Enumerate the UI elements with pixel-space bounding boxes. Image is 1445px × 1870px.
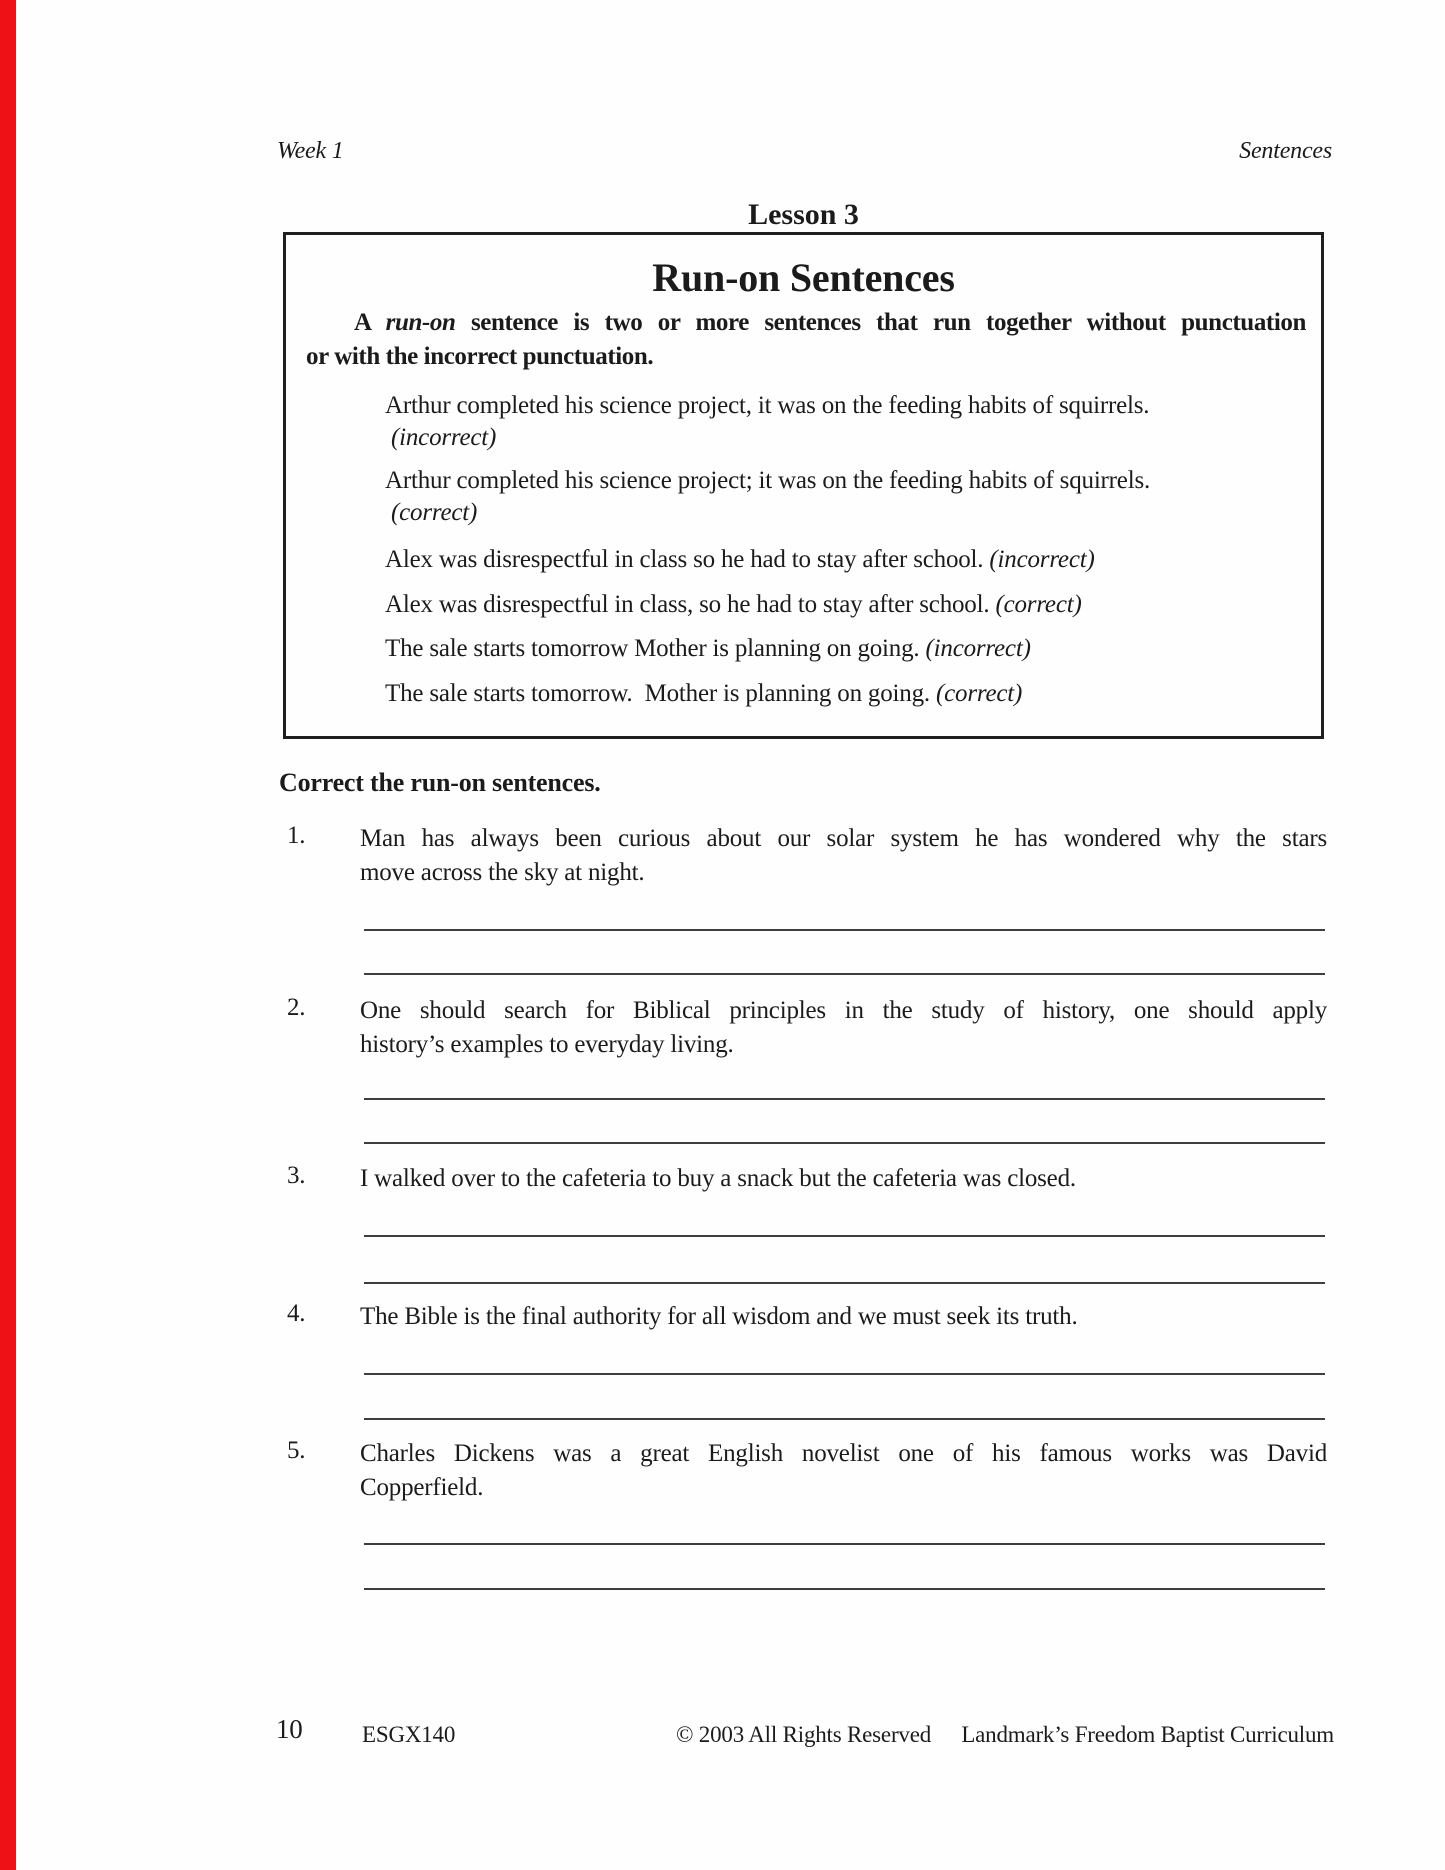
- item-number: 1.: [287, 822, 306, 849]
- example-verdict: (correct): [391, 499, 478, 526]
- example-verdict: (incorrect): [391, 424, 497, 451]
- answer-line: [364, 1142, 1325, 1144]
- item-sentence-line: Charles Dickens was a great English novelist one of his famous works was David: [360, 1440, 1327, 1467]
- item-sentence-line: move across the sky at night.: [360, 859, 645, 886]
- item-sentence: [360, 994, 1327, 1062]
- rule-definition-line1: [306, 306, 1306, 340]
- example-sentence: Alex was disrespectful in class so he had to stay after school. (incorrect): [385, 546, 1095, 573]
- item-sentence-line: Man has always been curious about our solar system he has wondered why the stars: [360, 825, 1327, 852]
- rule-box-title: Run-on Sentences: [652, 255, 955, 300]
- item-number: 5.: [287, 1437, 306, 1464]
- example-sentence: The sale starts tomorrow Mother is planning on going. (incorrect): [385, 635, 1031, 662]
- item-number: 2.: [287, 994, 306, 1021]
- rule-definition: [306, 306, 1306, 374]
- item-sentence: [360, 1437, 1327, 1505]
- rule-definition-line2: or with the incorrect punctuation.: [306, 343, 654, 370]
- item-sentence: [360, 1300, 1327, 1334]
- example-verdict-line: [391, 497, 1341, 529]
- rule-def-term: run-on: [385, 309, 456, 336]
- footer-course-code: ESGX140: [362, 1722, 456, 1747]
- answer-line: [364, 1418, 1325, 1420]
- item-number: 3.: [287, 1162, 306, 1189]
- item-sentence: [360, 1162, 1327, 1196]
- example-sentence: Arthur completed his science project, it was on the feeding habits of squirrels.: [385, 392, 1150, 419]
- answer-line: [364, 1373, 1325, 1375]
- lesson-title: Lesson 3: [748, 198, 859, 231]
- item-sentence-line: One should search for Biblical principles in the study of history, one should apply: [360, 997, 1327, 1024]
- header-section-label: Sentences: [1239, 138, 1332, 164]
- answer-line: [364, 1098, 1325, 1100]
- example-sentence: Arthur completed his science project; it was on the feeding habits of squirrels.: [385, 467, 1151, 494]
- item-sentence-line: Copperfield.: [360, 1474, 484, 1501]
- example-sentence: The sale starts tomorrow. Mother is planning on going. (correct): [385, 680, 1023, 707]
- example-verdict: (incorrect): [989, 546, 1095, 573]
- item-sentence: [360, 822, 1327, 890]
- example-sentence: Alex was disrespectful in class, so he had to stay after school. (correct): [385, 591, 1082, 618]
- rule-box: [283, 232, 1324, 739]
- item-sentence-line: history’s examples to everyday living.: [360, 1031, 734, 1058]
- answer-line: [364, 973, 1325, 975]
- item-sentence-line: I walked over to the cafeteria to buy a snack but the cafeteria was closed.: [360, 1165, 1076, 1192]
- answer-line: [364, 1282, 1325, 1284]
- item-number: 4.: [287, 1300, 306, 1327]
- footer-copyright: © 2003 All Rights Reserved: [675, 1722, 932, 1747]
- example-verdict: (correct): [995, 591, 1082, 618]
- scan-edge-stripe: [0, 0, 16, 1870]
- item-sentence-line: The Bible is the final authority for all wisdom and we must seek its truth.: [360, 1303, 1078, 1330]
- rule-def-post: sentence is two or more sentences that run together without punctuation: [455, 309, 1306, 336]
- example-verdict-line: [391, 422, 1341, 454]
- footer-publisher: Landmark’s Freedom Baptist Curriculum: [961, 1722, 1334, 1747]
- answer-line: [364, 1543, 1325, 1545]
- answer-line: [364, 1235, 1325, 1237]
- rule-def-pre: A: [354, 309, 386, 336]
- exercise-heading: Correct the run-on sentences.: [279, 768, 601, 797]
- example-verdict: (correct): [936, 680, 1023, 707]
- answer-line: [364, 1588, 1325, 1590]
- example-verdict: (incorrect): [925, 635, 1031, 662]
- header-week-label: Week 1: [277, 138, 344, 164]
- footer-page-number: 10: [276, 1714, 303, 1744]
- answer-line: [364, 929, 1325, 931]
